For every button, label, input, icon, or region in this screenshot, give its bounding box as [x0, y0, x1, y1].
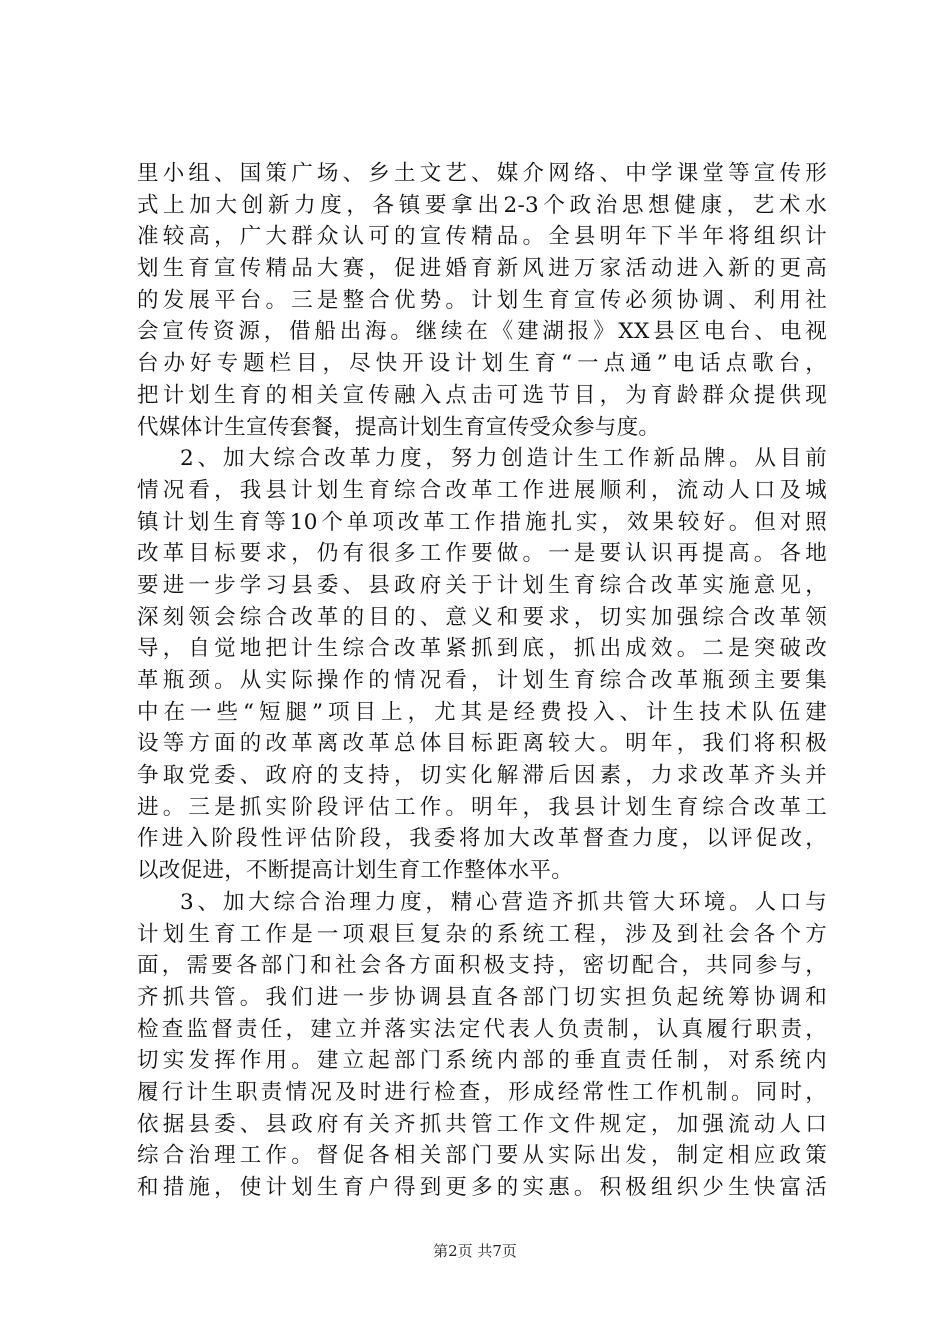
- text-line: 综合治理工作。督促各相关部门要从实际出发，制定相应政策: [137, 1143, 827, 1169]
- text-line: 计划生育工作是一项艰巨复杂的系统工程，涉及到社会各个方: [137, 921, 827, 947]
- text-line: 里小组、国策广场、乡土文艺、媒介网络、中学课堂等宣传形: [137, 161, 827, 186]
- text-line: 齐抓共管。我们进一步协调县直各部门切实担负起统筹协调和: [137, 984, 827, 1010]
- text-line: 争取党委、政府的支持，切实化解滞后因素，力求改革齐头并: [137, 763, 827, 789]
- text-line: 情况看，我县计划生育综合改革工作进展顺利，流动人口及城: [137, 477, 827, 503]
- text-line: 以改促进，不断提高计划生育工作整体水平。: [137, 858, 574, 884]
- text-line: 划生育宣传精品大赛，促进婚育新风进万家活动进入新的更高: [137, 256, 827, 282]
- text-line: 履行计生职责情况及时进行检查，形成经常性工作机制。同时，: [137, 1079, 827, 1105]
- text-line: 要进一步学习县委、县政府关于计划生育综合改革实施意见，: [137, 572, 827, 598]
- body-text: [137, 158, 827, 1204]
- text-line: 改革目标要求，仍有很多工作要做。一是要认识再提高。各地: [137, 541, 827, 567]
- paragraph-start-line: 3、加大综合治理力度，精心营造齐抓共管大环境。人口与: [180, 889, 827, 915]
- text-line: 面，需要各部门和社会各方面积极支持，密切配合，共同参与，: [137, 953, 827, 979]
- text-line: 式上加大创新力度，各镇要拿出2-3个政治思想健康，艺术水: [137, 192, 827, 218]
- text-line: 把计划生育的相关宣传融入点击可选节目，为育龄群众提供现: [137, 382, 827, 408]
- text-line: 深刻领会综合改革的目的、意义和要求，切实加强综合改革领: [137, 604, 827, 630]
- text-line: 革瓶颈。从实际操作的情况看，计划生育综合改革瓶颈主要集: [137, 668, 827, 693]
- page-number-footer: 第2页 共7页: [433, 1242, 517, 1260]
- text-line: 的发展平台。三是整合优势。计划生育宣传必须协调、利用社: [137, 287, 827, 313]
- text-line: 镇计划生育等10个单项改革工作措施扎实，效果较好。但对照: [137, 509, 827, 535]
- text-line: 台办好专题栏目，尽快开设计划生育“一点通”电话点歌台，: [137, 351, 827, 377]
- text-line: 依据县委、县政府有关齐抓共管工作文件规定，加强流动人口: [137, 1111, 827, 1137]
- text-line: 中在一些“短腿”项目上，尤其是经费投入、计生技术队伍建: [137, 699, 827, 725]
- text-line: 设等方面的改革离改革总体目标距离较大。明年，我们将积极: [137, 731, 827, 757]
- text-line: 会宣传资源，借船出海。继续在《建湖报》XX县区电台、电视: [137, 319, 827, 345]
- paragraph-start-line: 2、加大综合改革力度，努力创造计生工作新品牌。从目前: [180, 446, 827, 472]
- text-line: 切实发挥作用。建立起部门系统内部的垂直责任制，对系统内: [137, 1048, 827, 1074]
- text-line: 和措施，使计划生育户得到更多的实惠。积极组织少生快富活: [137, 1175, 827, 1200]
- text-line: 检查监督责任，建立并落实法定代表人负责制，认真履行职责，: [137, 1016, 827, 1042]
- text-line: 代媒体计生宣传套餐，提高计划生育宣传受众参与度。: [137, 414, 661, 440]
- text-line: 导，自觉地把计生综合改革紧抓到底，抓出成效。二是突破改: [137, 636, 827, 662]
- text-line: 准较高，广大群众认可的宣传精品。全县明年下半年将组织计: [137, 224, 827, 250]
- text-line: 作进入阶段性评估阶段，我委将加大改革督查力度，以评促改，: [137, 826, 827, 852]
- text-line: 进。三是抓实阶段评估工作。明年，我县计划生育综合改革工: [137, 794, 827, 820]
